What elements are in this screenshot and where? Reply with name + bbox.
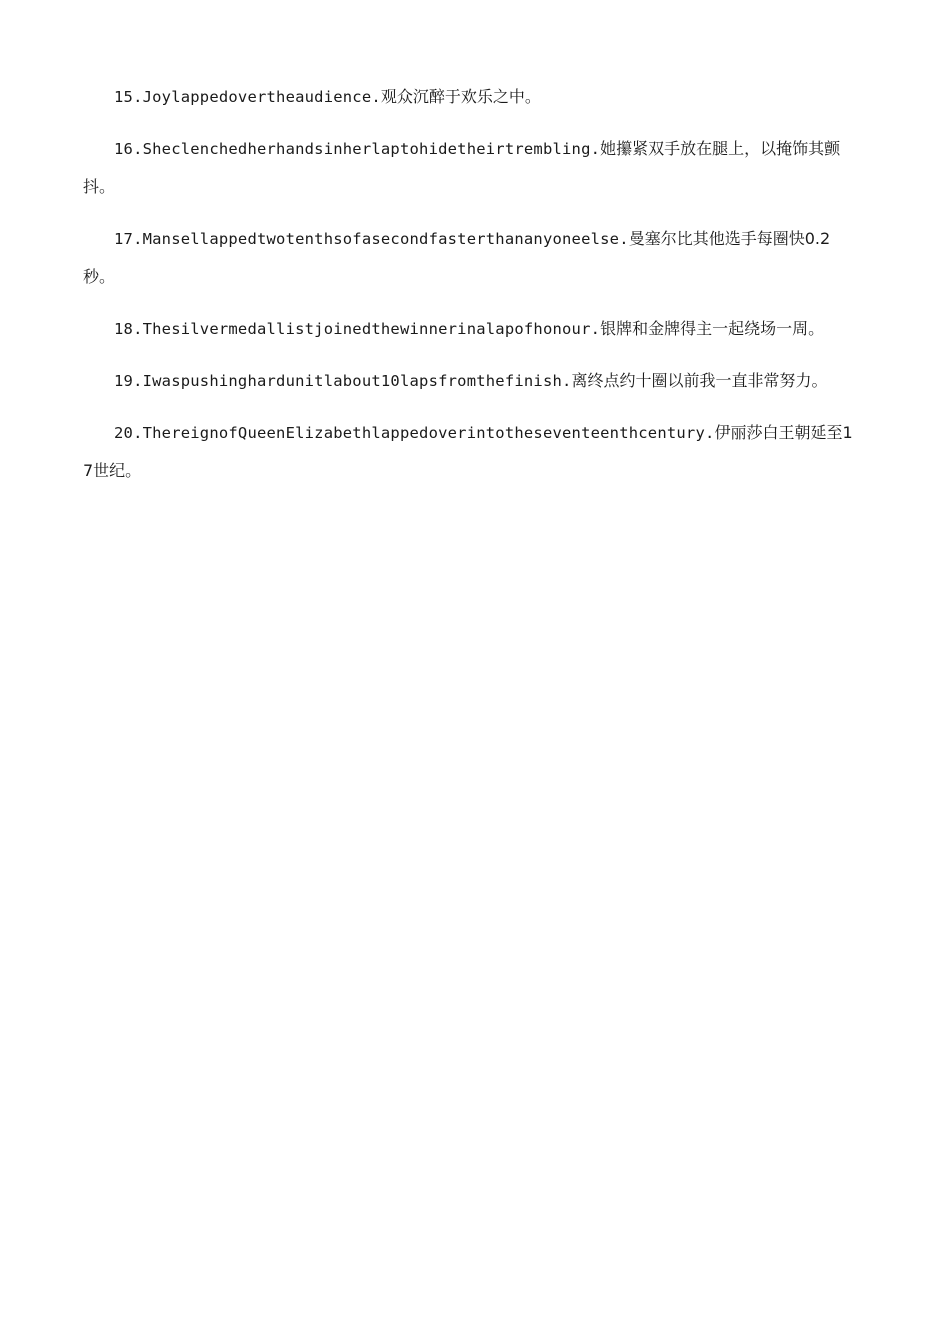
sentence-item-15 [83,78,853,116]
sentence-number: 18. [114,320,143,338]
sentence-number: 20. [114,424,143,442]
chinese-translation: 银牌和金牌得主一起绕场一周。 [600,319,825,338]
english-sentence: Sheclenchedherhandsinherlaptohidetheirtrembling. [142,140,601,158]
english-sentence: Mansellappedtwotenthsofasecondfasterthananyoneelse. [142,230,629,248]
sentence-number: 16. [114,140,143,158]
sentence-item-20 [83,414,853,490]
sentence-list [83,78,853,504]
chinese-translation: 观众沉醉于欢乐之中。 [380,87,541,106]
english-sentence: Iwaspushinghardunitlabout10lapsfromthefinish. [142,372,572,390]
sentence-item-19 [83,362,853,400]
english-sentence: Thesilvermedallistjoinedthewinnerinalapofhonour. [142,320,601,338]
english-sentence: Joylappedovertheaudience. [142,88,381,106]
sentence-number: 15. [114,88,143,106]
sentence-number: 19. [114,372,143,390]
sentence-item-16 [83,130,853,206]
chinese-translation: 伊丽莎白王朝延至17世纪。 [83,423,853,480]
chinese-translation: 离终点约十圈以前我一直非常努力。 [571,371,828,390]
chinese-translation: 她攥紧双手放在腿上，以掩饰其颤抖。 [83,139,841,196]
sentence-number: 17. [114,230,143,248]
sentence-item-17 [83,220,853,296]
chinese-translation: 曼塞尔比其他选手每圈快0.2秒。 [83,229,831,286]
english-sentence: ThereignofQueenElizabethlappedoverintotheseventeenthcentury. [142,424,715,442]
sentence-item-18 [83,310,853,348]
